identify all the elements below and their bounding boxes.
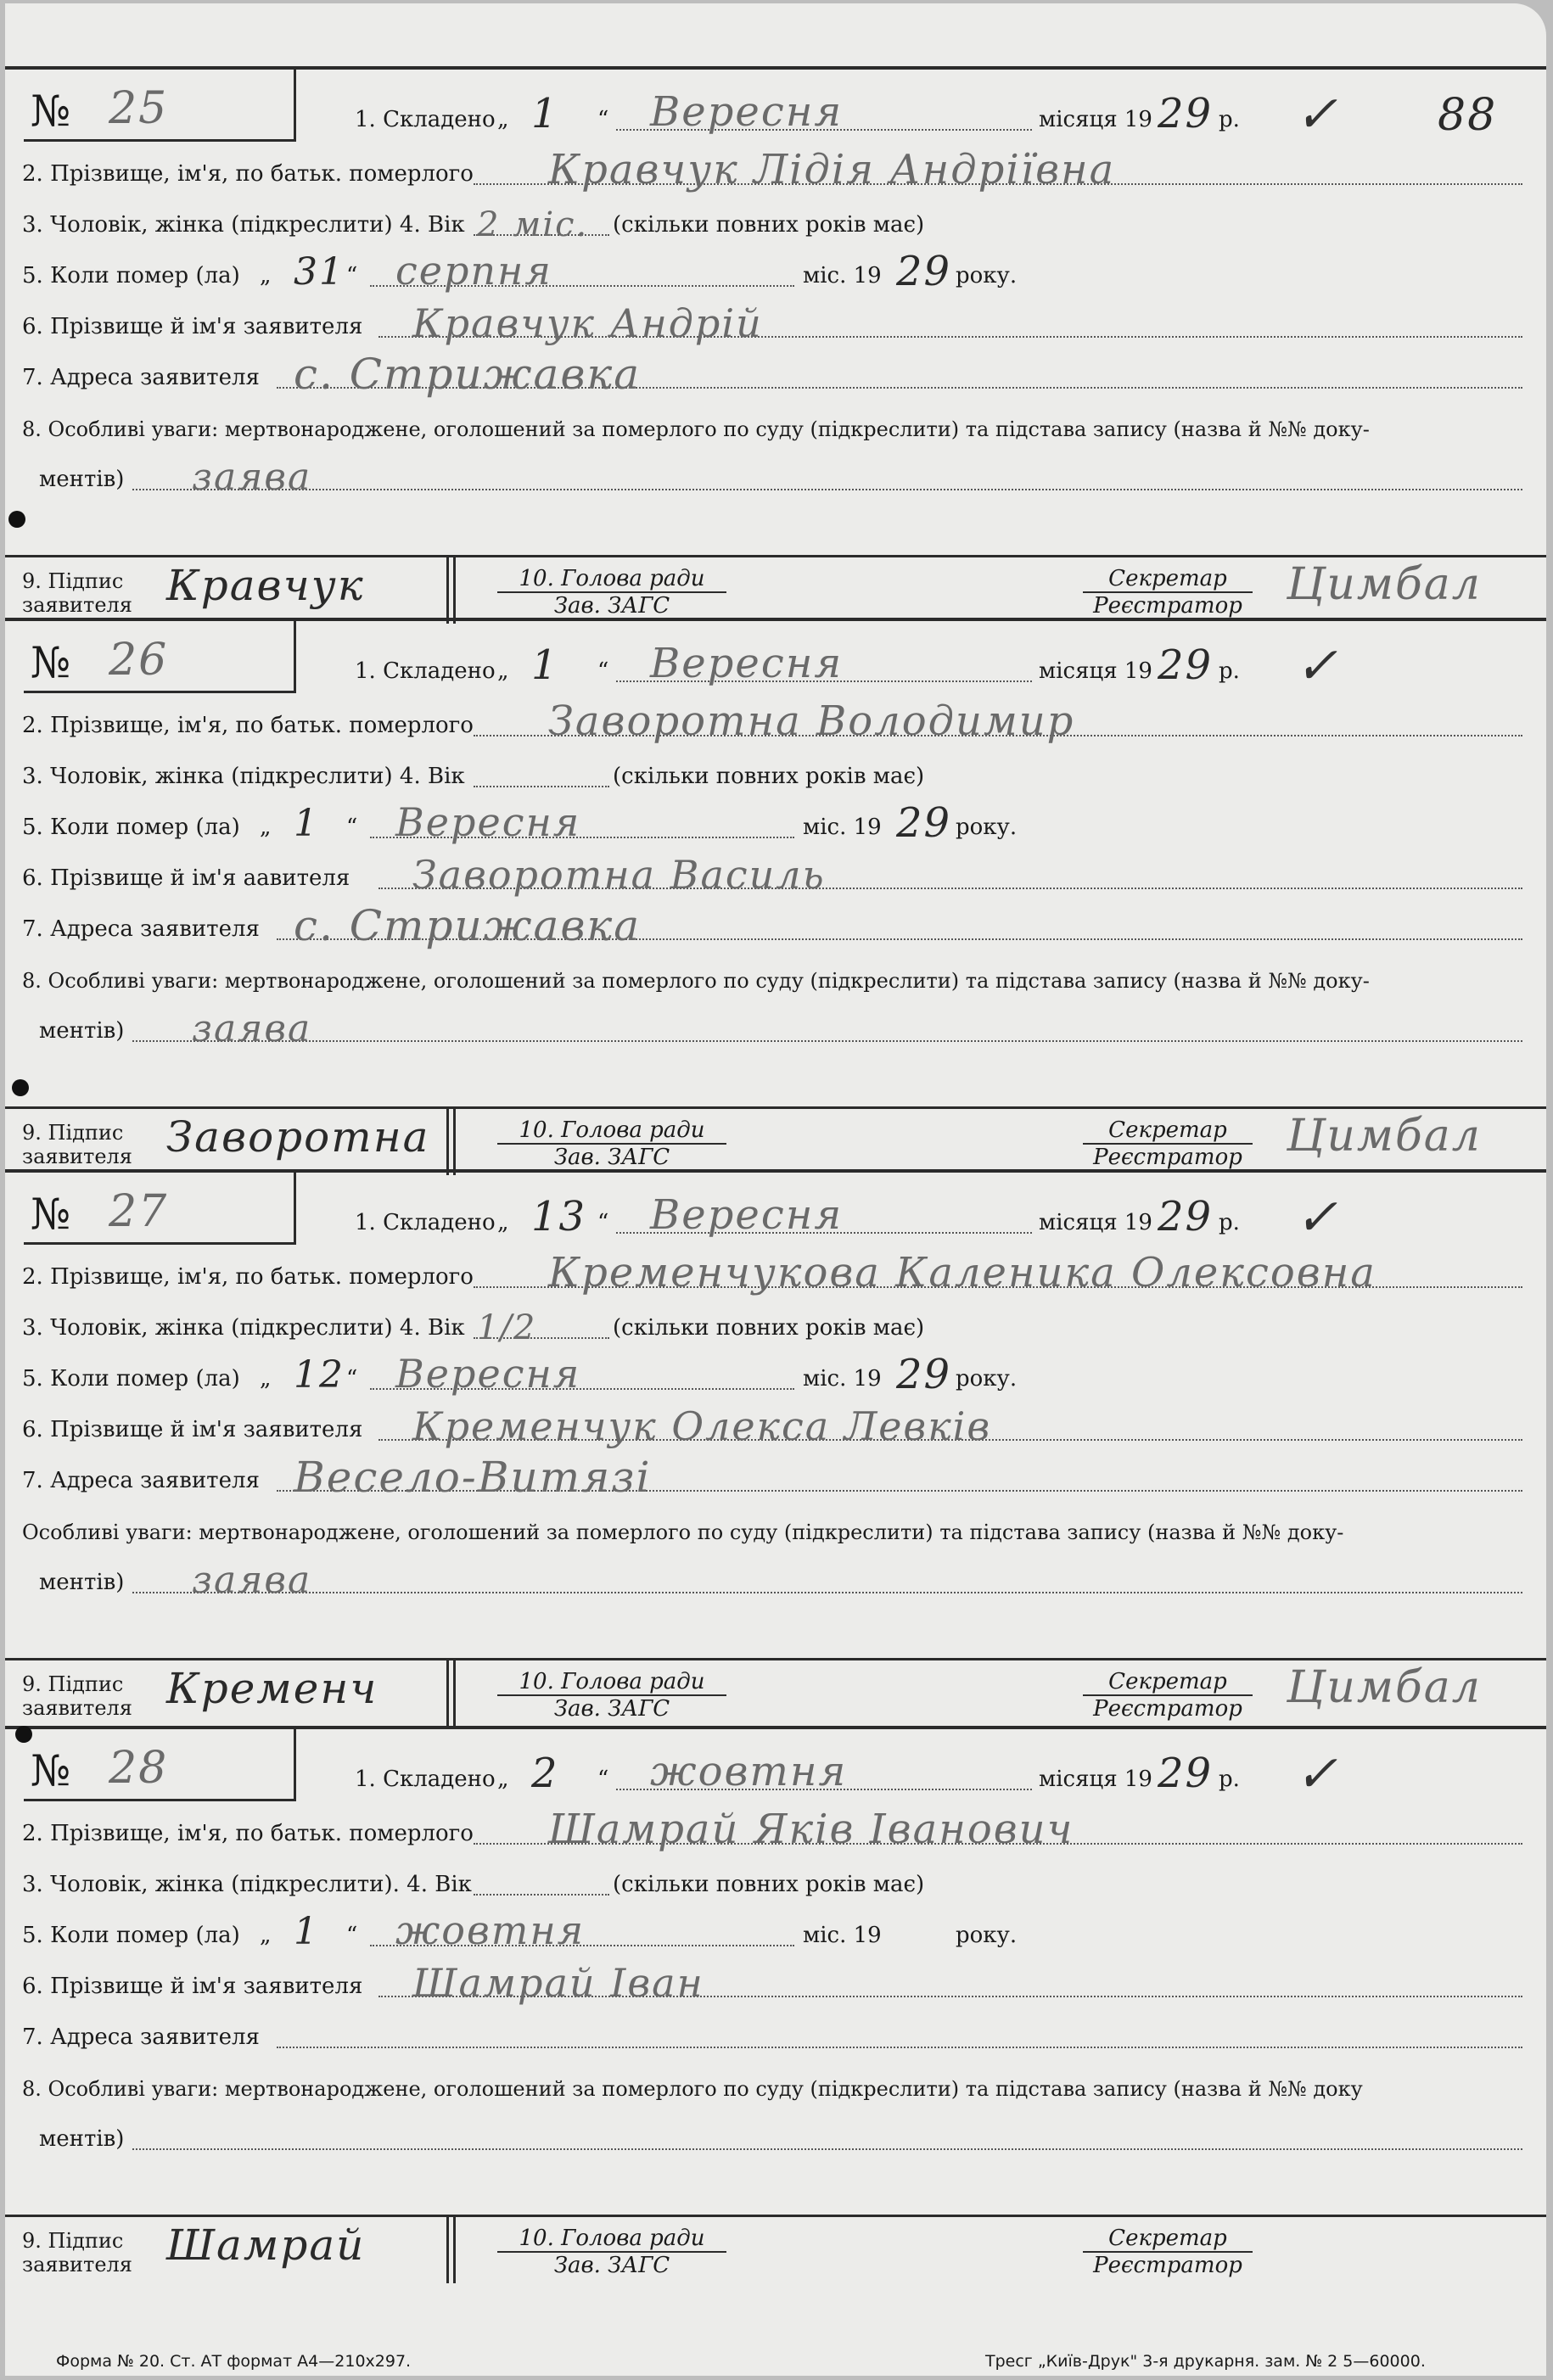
deceased-name: Заворотна Володимир <box>548 697 1075 745</box>
field-1-compiled <box>5 1188 1546 1247</box>
secretary-line1: Секретар <box>1083 566 1253 593</box>
head-line2: Зав. ЗАГС <box>553 593 670 619</box>
deceased-label: 2. Прізвище, ім'я, по батьк. померлого <box>22 161 474 187</box>
death-record <box>5 1169 1546 1724</box>
field-8-notes-continued <box>5 1005 1546 1056</box>
quote-close: “ <box>597 658 609 684</box>
field-3-sex-age <box>5 750 1546 801</box>
quote-open: „ <box>497 658 509 684</box>
death-record <box>5 66 1546 621</box>
sex-age-label: 3. Чоловік, жінка (підкреслити) 4. Вік <box>22 1315 465 1341</box>
field-7-applicant-address <box>5 1454 1546 1505</box>
signature-divider <box>446 557 449 624</box>
head-line1: 10. Голова ради <box>497 1117 726 1145</box>
age-hint: (скільки повних років має) <box>613 212 925 238</box>
notes-label: Особливі уваги: мертвонароджене, оголошений за померлого по суду (підкреслити) та підстава запису (назва й №№ доку- <box>22 1520 1344 1544</box>
dots <box>132 1590 1522 1593</box>
deceased-label: 2. Прізвище, ім'я, по батьк. померлого <box>22 1264 474 1290</box>
notes-value: заява <box>192 1007 312 1050</box>
secretary-label <box>1083 2226 1253 2278</box>
record-number: 27 <box>109 1186 169 1237</box>
quote-open: „ <box>260 1366 272 1392</box>
notes-continued-label: ментів) <box>39 1570 125 1595</box>
roku-label: року. <box>956 1923 1018 1948</box>
notes-value: заява <box>192 1559 312 1602</box>
death-month: Вересня <box>395 799 581 845</box>
secretary-line1: Секретар <box>1083 1117 1253 1145</box>
address-label: 7. Адреса заявителя <box>22 2024 260 2050</box>
quote-open: „ <box>497 107 509 132</box>
punch-hole <box>8 511 25 528</box>
field-6-applicant-name <box>5 1960 1546 2011</box>
check-mark: ✓ <box>1295 636 1338 696</box>
field-2-deceased-name <box>5 1807 1546 1858</box>
field-7-applicant-address <box>5 2011 1546 2062</box>
signature-row <box>5 2215 1546 2283</box>
death-day: 31 <box>294 250 345 294</box>
secretary-line1: Секретар <box>1083 2226 1253 2253</box>
field-8-notes-continued <box>5 453 1546 504</box>
compiled-year: 29 <box>1158 1193 1214 1240</box>
secretary-line1: Секретар <box>1083 1669 1253 1696</box>
field-5-death-date <box>5 801 1546 852</box>
quote-close: “ <box>597 1210 609 1235</box>
head-of-council-label <box>497 566 726 619</box>
month-year-label: місяця 19 <box>1039 1767 1152 1792</box>
quote-close: “ <box>346 1366 358 1392</box>
record-number: 26 <box>109 635 169 686</box>
head-of-council-label <box>497 1669 726 1722</box>
margin-number: 88 <box>1438 90 1498 141</box>
number-sign: № <box>31 1190 71 1239</box>
applicant-signature-label <box>22 1672 132 1720</box>
secretary-label <box>1083 1669 1253 1722</box>
notes-continued-label: ментів) <box>39 467 125 492</box>
deceased-name: Кременчукова Каленика Олексовна <box>548 1249 1376 1296</box>
field-6-applicant-name <box>5 300 1546 351</box>
notes-label: 8. Особливі уваги: мертвонароджене, оголошений за померлого по суду (підкреслити) та підстава запису (назва й №№ доку <box>22 2077 1363 2101</box>
signature-row <box>5 1658 1546 1727</box>
quote-open: „ <box>260 1923 272 1948</box>
mis-label: міс. 19 <box>803 815 882 840</box>
quote-open: „ <box>260 263 272 288</box>
dots <box>132 1039 1522 1042</box>
r-label: р. <box>1219 1767 1240 1792</box>
number-sign: № <box>31 87 71 136</box>
quote-close: “ <box>346 815 358 840</box>
death-date-label: 5. Коли помер (ла) <box>22 1366 240 1392</box>
death-day: 1 <box>294 802 319 845</box>
compiled-label: 1. Складено <box>355 1767 496 1792</box>
field-3-sex-age <box>5 1302 1546 1352</box>
quote-close: “ <box>346 263 358 288</box>
death-month: Вересня <box>395 1351 581 1397</box>
field-3-sex-age <box>5 199 1546 249</box>
field-8-special-notes <box>5 2062 1546 2113</box>
compiled-label: 1. Складено <box>355 107 496 132</box>
death-year: 29 <box>896 1351 952 1398</box>
signature-row <box>5 1106 1546 1175</box>
field-8-special-notes <box>5 402 1546 453</box>
compiled-month: Вересня <box>650 1191 844 1239</box>
compiled-year: 29 <box>1158 1750 1214 1797</box>
applicant-signature: Заворотна <box>166 1112 430 1162</box>
mis-label: міс. 19 <box>803 263 882 288</box>
applicant-signature: Кременч <box>166 1664 378 1713</box>
compiled-day: 1 <box>531 641 559 689</box>
mis-label: міс. 19 <box>803 1366 882 1392</box>
check-mark: ✓ <box>1295 1188 1338 1247</box>
deceased-label: 2. Прізвище, ім'я, по батьк. померлого <box>22 713 474 738</box>
age-value: 1/2 <box>477 1308 537 1347</box>
compiled-month: жовтня <box>650 1748 848 1795</box>
compiled-label: 1. Складено <box>355 1210 496 1235</box>
death-date-label: 5. Коли помер (ла) <box>22 1923 240 1948</box>
deceased-label: 2. Прізвище, ім'я, по батьк. померлого <box>22 1821 474 1846</box>
applicant-name: Кременчук Олекса Левків <box>412 1403 992 1449</box>
age-hint: (скільки повних років має) <box>613 1315 925 1341</box>
field-7-applicant-address <box>5 903 1546 954</box>
field-5-death-date <box>5 1909 1546 1960</box>
check-mark: ✓ <box>1295 85 1338 144</box>
field-1-compiled <box>5 636 1546 696</box>
signature-label-line1: 9. Підпис <box>22 2229 124 2253</box>
signature-divider <box>446 1660 449 1727</box>
address-value: с. Стрижавка <box>294 901 642 950</box>
applicant-name: Заворотна Василь <box>412 852 826 898</box>
footer-form-info: Форма № 20. Ст. АТ формат А4—210х297. <box>56 2352 412 2371</box>
compiled-year: 29 <box>1158 641 1214 689</box>
secretary-label <box>1083 1117 1253 1170</box>
applicant-label: 6. Прізвище й ім'я заявителя <box>22 1974 363 1999</box>
field-8-notes-continued <box>5 2113 1546 2164</box>
head-line1: 10. Голова ради <box>497 566 726 593</box>
head-of-council-label <box>497 2226 726 2278</box>
field-1-compiled <box>5 85 1546 144</box>
secretary-line2: Реєстратор <box>1093 1145 1242 1170</box>
signature-label-line2: заявителя <box>22 1696 132 1720</box>
field-7-applicant-address <box>5 351 1546 402</box>
roku-label: року. <box>956 1366 1018 1392</box>
punch-hole <box>12 1079 29 1096</box>
head-of-council-label <box>497 1117 726 1170</box>
address-label: 7. Адреса заявителя <box>22 1468 260 1493</box>
applicant-signature-label <box>22 569 132 617</box>
applicant-label: 6. Прізвище й ім'я аавителя <box>22 865 350 891</box>
applicant-label: 6. Прізвище й ім'я заявителя <box>22 1417 363 1442</box>
signature-divider <box>453 2217 456 2283</box>
compiled-label: 1. Складено <box>355 658 496 684</box>
deceased-name: Кравчук Лідія Андріївна <box>548 146 1116 193</box>
death-year: 29 <box>896 799 952 847</box>
month-year-label: місяця 19 <box>1039 658 1152 684</box>
death-day: 12 <box>294 1353 345 1397</box>
month-year-label: місяця 19 <box>1039 1210 1152 1235</box>
field-5-death-date <box>5 249 1546 300</box>
age-hint: (скільки повних років має) <box>613 1872 925 1897</box>
compiled-month: Вересня <box>650 640 844 687</box>
deceased-name: Шамрай Яків Іванович <box>548 1806 1074 1853</box>
death-day: 1 <box>294 1910 319 1953</box>
secretary-line2: Реєстратор <box>1093 1696 1242 1722</box>
record-number: 28 <box>109 1743 169 1794</box>
compiled-day: 1 <box>531 90 559 137</box>
dots <box>474 1892 609 1896</box>
head-line1: 10. Голова ради <box>497 2226 726 2253</box>
death-date-label: 5. Коли помер (ла) <box>22 815 240 840</box>
signature-row <box>5 555 1546 624</box>
quote-close: “ <box>597 1767 609 1792</box>
signature-label-line1: 9. Підпис <box>22 569 124 593</box>
signature-divider <box>453 1109 456 1175</box>
secretary-signature: Цимбал <box>1287 559 1482 610</box>
field-1-compiled <box>5 1744 1546 1804</box>
quote-open: „ <box>497 1767 509 1792</box>
field-6-applicant-name <box>5 1403 1546 1454</box>
field-8-notes-continued <box>5 1556 1546 1607</box>
applicant-signature-label <box>22 2229 132 2276</box>
compiled-day: 2 <box>531 1750 559 1797</box>
field-5-death-date <box>5 1352 1546 1403</box>
notes-continued-label: ментів) <box>39 2126 125 2152</box>
field-6-applicant-name <box>5 852 1546 903</box>
signature-label-line2: заявителя <box>22 1145 132 1168</box>
civil-registry-death-record-sheet <box>5 3 1546 2376</box>
applicant-label: 6. Прізвище й ім'я заявителя <box>22 314 363 339</box>
notes-continued-label: ментів) <box>39 1018 125 1044</box>
roku-label: року. <box>956 263 1018 288</box>
sex-age-label: 3. Чоловік, жінка (підкреслити) 4. Вік <box>22 764 465 789</box>
signature-label-line1: 9. Підпис <box>22 1121 124 1145</box>
roku-label: року. <box>956 815 1018 840</box>
secretary-signature: Цимбал <box>1287 1111 1482 1162</box>
quote-close: “ <box>346 1923 358 1948</box>
r-label: р. <box>1219 658 1240 684</box>
address-label: 7. Адреса заявителя <box>22 365 260 390</box>
signature-divider <box>453 557 456 624</box>
sex-age-label: 3. Чоловік, жінка (підкреслити). 4. Вік <box>22 1872 472 1897</box>
signature-label-line2: заявителя <box>22 2253 132 2276</box>
compiled-day: 13 <box>531 1193 587 1240</box>
signature-label-line1: 9. Підпис <box>22 1672 124 1696</box>
r-label: р. <box>1219 107 1240 132</box>
death-record <box>5 618 1546 1173</box>
sex-age-label: 3. Чоловік, жінка (підкреслити) 4. Вік <box>22 212 465 238</box>
notes-label: 8. Особливі уваги: мертвонароджене, оголошений за померлого по суду (підкреслити) та підстава запису (назва й №№ доку- <box>22 417 1370 441</box>
age-value: 2 міс. <box>477 205 589 244</box>
record-number: 25 <box>109 83 169 134</box>
death-year: 29 <box>896 248 952 295</box>
quote-open: „ <box>497 1210 509 1235</box>
compiled-year: 29 <box>1158 90 1214 137</box>
death-month: серпня <box>395 248 552 294</box>
address-value: Весело-Витязі <box>294 1453 652 1502</box>
quote-close: “ <box>597 107 609 132</box>
head-line2: Зав. ЗАГС <box>553 1696 670 1722</box>
death-record <box>5 1726 1546 2281</box>
field-8-special-notes <box>5 1505 1546 1556</box>
number-sign: № <box>31 638 71 687</box>
secretary-line2: Реєстратор <box>1093 593 1242 619</box>
applicant-name: Шамрай Іван <box>412 1960 704 2006</box>
quote-open: „ <box>260 815 272 840</box>
death-month: жовтня <box>395 1907 586 1953</box>
head-line2: Зав. ЗАГС <box>553 2253 670 2278</box>
check-mark: ✓ <box>1295 1744 1338 1804</box>
applicant-signature: Кравчук <box>166 561 365 610</box>
number-sign: № <box>31 1746 71 1795</box>
field-8-special-notes <box>5 954 1546 1005</box>
footer-printer-info: Тресг „Київ-Друк" 3-я друкарня. зам. № 2 5—60000. <box>985 2352 1426 2371</box>
signature-divider <box>446 2217 449 2283</box>
dots <box>132 2147 1522 2150</box>
address-label: 7. Адреса заявителя <box>22 916 260 942</box>
dots <box>474 784 609 787</box>
signature-label-line2: заявителя <box>22 593 132 617</box>
punch-hole <box>15 1726 32 1743</box>
field-3-sex-age <box>5 1858 1546 1909</box>
address-value: с. Стрижавка <box>294 350 642 399</box>
notes-value: заява <box>192 456 312 499</box>
dots <box>132 487 1522 490</box>
head-line1: 10. Голова ради <box>497 1669 726 1696</box>
death-date-label: 5. Коли помер (ла) <box>22 263 240 288</box>
field-2-deceased-name <box>5 1251 1546 1302</box>
secretary-line2: Реєстратор <box>1093 2253 1242 2278</box>
month-year-label: місяця 19 <box>1039 107 1152 132</box>
signature-divider <box>453 1660 456 1727</box>
applicant-signature: Шамрай <box>166 2220 366 2270</box>
secretary-label <box>1083 566 1253 619</box>
age-hint: (скільки повних років має) <box>613 764 925 789</box>
dots <box>277 2045 1522 2048</box>
applicant-signature-label <box>22 1121 132 1168</box>
secretary-signature: Цимбал <box>1287 1662 1482 1713</box>
head-line2: Зав. ЗАГС <box>553 1145 670 1170</box>
r-label: р. <box>1219 1210 1240 1235</box>
field-2-deceased-name <box>5 148 1546 199</box>
notes-label: 8. Особливі уваги: мертвонароджене, оголошений за померлого по суду (підкреслити) та підстава запису (назва й №№ доку- <box>22 969 1370 993</box>
mis-label: міс. 19 <box>803 1923 882 1948</box>
field-2-deceased-name <box>5 699 1546 750</box>
signature-divider <box>446 1109 449 1175</box>
compiled-month: Вересня <box>650 88 844 136</box>
applicant-name: Кравчук Андрій <box>412 300 763 346</box>
